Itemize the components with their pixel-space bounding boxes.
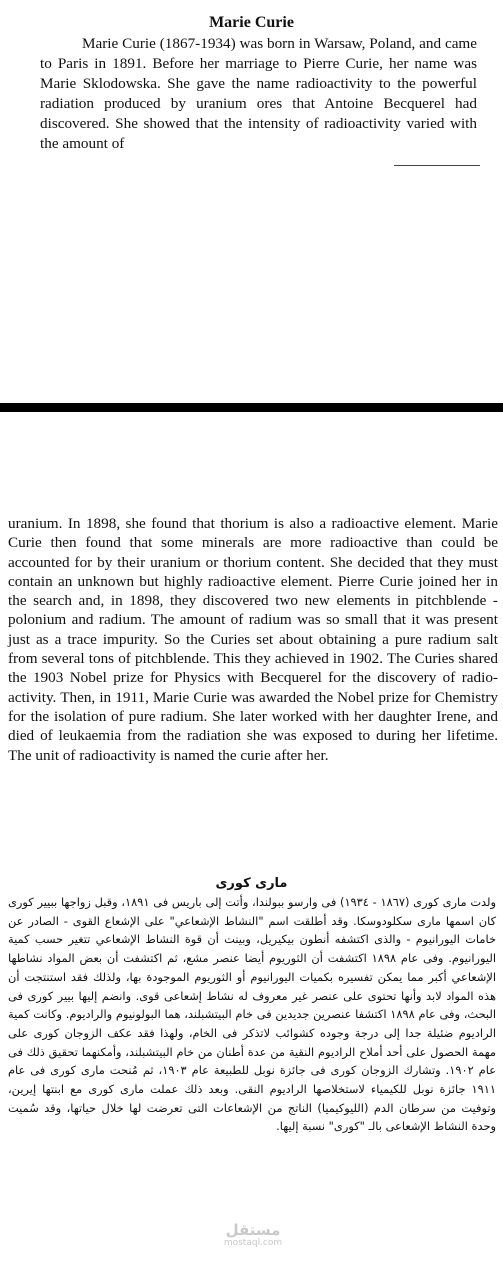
- mostaql-watermark: [208, 1222, 298, 1248]
- arabic-title: مارى كورى: [215, 876, 288, 891]
- paragraph-bottom: uranium. In 1898, she found that thorium is also a radioactive element. Marie Curie then found that some minerals are more radioactive than could be accounted for by their uranium or thorium content. She decided that they must contain an unknown but highly radioactive element. Pierre Curie joined her in the search and, in 1898, they discovered two new elements in pitchblende - polonium and radium. The amount of radium was so small that it was present just as a trace impurity. So the Curies set about obtaining a pure radium salt from several tons of pitchblende. This they achieved in 1902. The Curies shared the 1903 Nobel prize for Physics with Becquerel for the discovery of radio-activity. Then, in 1911, Marie Curie was awarded the Nobel prize for Chemistry for the isolation of pure radium. She later worked with her daughter Irene, and died of leukaemia from the radiation she was exposed to during her lifetime. The unit of radioactivity is named the curie after her.: [8, 515, 498, 764]
- watermark-logo-text: مستقل: [225, 1221, 281, 1239]
- top-page-scan: [0, 0, 503, 400]
- page-divider: [0, 403, 503, 412]
- page-title: Marie Curie: [209, 14, 294, 31]
- watermark-url: mostaql.com: [223, 1238, 283, 1248]
- paragraph-top: Marie Curie (1867-1934) was born in Warsaw, Poland, and came to Paris in 1891. Before her marriage to Pierre Curie, her name was Marie Sklodowska. She gave the name radioactivity to the powerful radiation produced by uranium ores that Antoine Becquerel had discovered. She showed that the intensity of radioactivity varied with the amount of: [40, 35, 477, 152]
- arabic-paragraph: ولدت مارى كورى (١٨٦٧ - ١٩٣٤) فى وارسو ببولندا، وأتت إلى باريس فى ١٨٩١، وقبل زواجها ببيير كورى كان اسمها مارى سكلودوسكا. وقد أطلقت اسم "النشاط الإشعاعي" على الإشعاع القوى - الصادر عن خامات اليورانيوم - والذى اكتشفه أنطون بيكيريل، وبينت أن قوة النشاط الإشعاعي تتغير حسب كمية اليورانيوم. وفى عام ١٨٩٨ اكتشفت أن الثوريوم أيضا عنصر مشع، ثم اكتشفت أن بعض المواد نشاطها الإشعاعي أكبر مما يمكن تفسيره بكميات اليورانيوم أو الثوريوم الموجودة بها، ولذلك فقد استنتجت أن هذه المواد لابد وأنها تحتوى على عنصر غير معروف له نشاط إشعاعى قوى. وانضم إليها بيير كورى فى البحث، وفى عام ١٨٩٨ اكتشفا عنصرين جديدين فى خام البيتشبلند، هما البولونيوم والراديوم. وكانت كمية الراديوم ضئيلة جدا إلى درجة وجوده كشوائب لاتذكر فى الخام، ولهذا فقد عكف الزوجان كورى على مهمة الحصول على أحد أملاح الراديوم النقية من عدة أطنان من خام البيتشبلند، وأمكنهما تحقيق ذلك فى عام ١٩٠٢. وتشارك الزوجان كورى فى جائزة نوبل للطبيعة عام ١٩٠٣، ثم مُنحت مارى كورى فى عام ١٩١١ جائزة نوبل للكيمياء لاستخلاصها الراديوم النقى. وبعد ذلك عملت مارى كورى مع ابنتها إيرين، وتوفيت من سرطان الدم (الليوكيميا) الناتج من الإشعاعات التى تعرضت لها خلال حياتها، وقد سُميت وحدة النشاط الإشعاعى بالـ "كورى" نسبة إليها.: [8, 895, 496, 1134]
- handwritten-underline: [394, 165, 480, 166]
